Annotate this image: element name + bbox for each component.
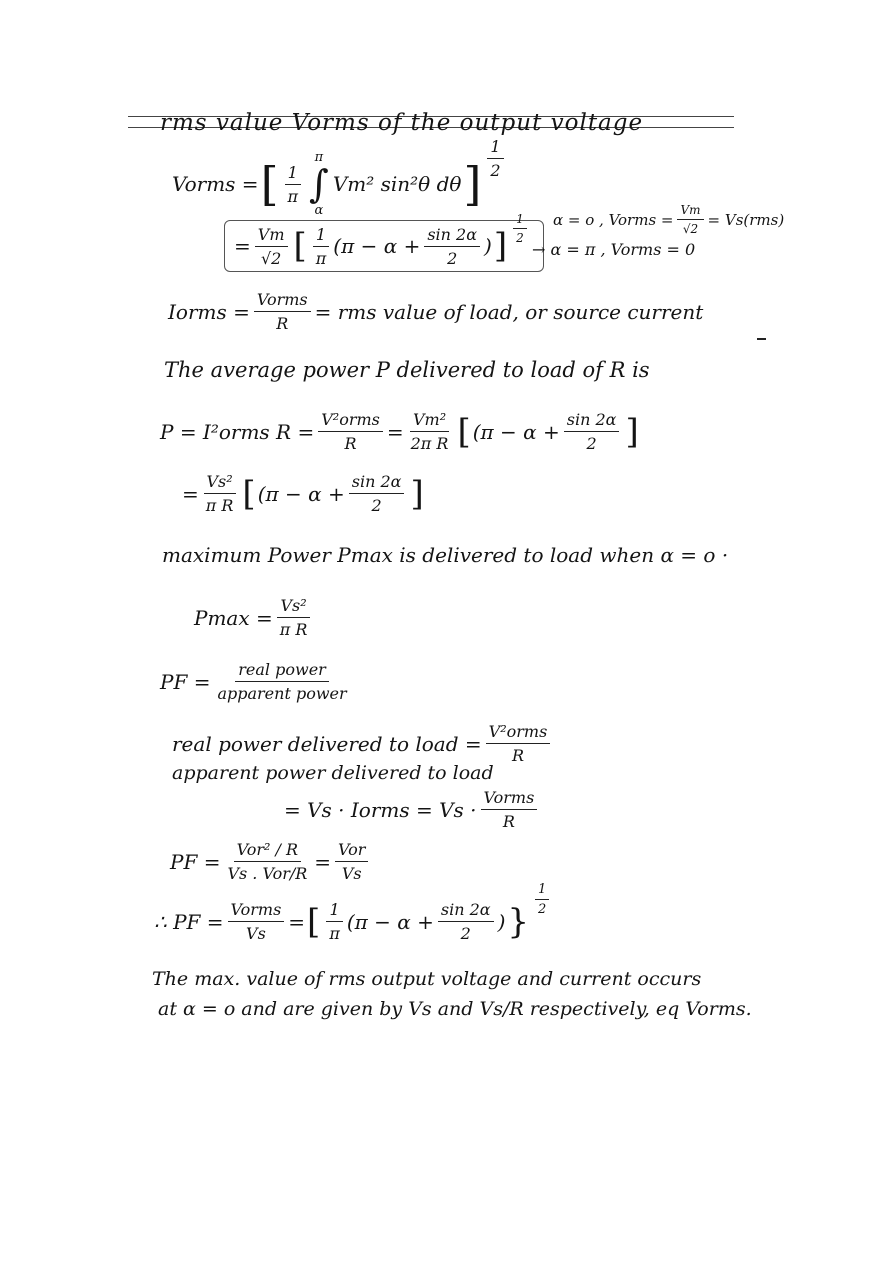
one-over-pi	[285, 163, 302, 206]
exponent-numerator: 1	[535, 882, 549, 900]
sin2alpha-over-2	[349, 472, 405, 515]
real-power-equation	[172, 722, 554, 765]
equals-sign: =	[182, 481, 199, 506]
one-over-pi	[313, 225, 330, 268]
heading: rms value Vorms of the output voltage	[160, 110, 644, 136]
iorms-lhs: Iorms =	[168, 299, 250, 324]
denominator: π R	[279, 620, 308, 639]
vorms-sq-over-r	[318, 410, 383, 453]
numerator: 1	[285, 163, 301, 185]
left-bracket: [	[307, 901, 321, 942]
pmax-lhs: Pmax =	[194, 605, 273, 630]
average-power-sentence: The average power P delivered to load of R is	[164, 358, 650, 382]
pf-lhs: PF =	[170, 849, 221, 874]
numerator: Vorms	[254, 290, 311, 312]
exponent-half	[513, 212, 527, 245]
right-brace: }	[507, 901, 530, 942]
sin2alpha-over-2	[424, 225, 480, 268]
exponent-half	[535, 882, 549, 917]
vorms-over-r	[481, 788, 538, 831]
exponent-denominator: 2	[538, 902, 547, 917]
denominator: π R	[205, 496, 234, 515]
vorms-over-r	[254, 290, 311, 333]
margin-mark	[757, 338, 766, 340]
denominator: 2	[460, 924, 471, 943]
denominator: 2π R	[410, 434, 449, 453]
right-bracket: ]	[493, 226, 508, 266]
apparent-power-expression: = Vs · Iorms = Vs ·	[284, 797, 477, 822]
numerator: sin 2α	[424, 225, 480, 247]
close-paren: )	[484, 234, 492, 258]
integral-sign	[307, 150, 331, 218]
numerator: sin 2α	[438, 900, 494, 922]
sin2alpha-over-2	[564, 410, 620, 453]
vorms-over-vs	[228, 900, 285, 943]
numerator: 1	[313, 225, 329, 247]
numerator: Vor	[335, 840, 368, 862]
denominator: √2	[260, 248, 282, 268]
numerator: V²orms	[318, 410, 383, 432]
vs-sq-over-pir	[277, 596, 311, 639]
numerator: 1	[326, 900, 342, 922]
exponent-numerator: 1	[487, 137, 503, 159]
denominator: √2	[682, 222, 699, 236]
pf-result-equation	[154, 882, 553, 943]
integral-symbol: ∫	[309, 162, 329, 206]
case1-text: α = o , Vorms =	[553, 210, 674, 229]
upper-limit: π	[314, 150, 324, 165]
denominator: 2	[586, 434, 597, 453]
pi-minus-alpha-term: (π − α +	[346, 909, 434, 934]
pf-derivation-equation	[170, 840, 372, 883]
pmax-equation	[194, 596, 314, 639]
denominator: π	[329, 924, 340, 943]
right-bracket: ]	[410, 473, 424, 514]
exponent-denominator: 2	[516, 230, 524, 245]
case-alpha-pi	[532, 240, 695, 259]
sin2alpha-over-2	[438, 900, 494, 943]
exponent-numerator: 1	[513, 212, 527, 229]
right-bracket: ]	[625, 411, 639, 452]
denominator: 2	[447, 248, 458, 268]
one-over-pi	[326, 900, 343, 943]
power-equation	[160, 410, 641, 453]
pf-definition-equation	[160, 660, 354, 703]
numerator: Vm	[677, 203, 703, 220]
vorms-lhs: Vorms =	[172, 172, 259, 196]
apparent-power-text: apparent power delivered to load	[172, 762, 494, 784]
vm-over-root2	[255, 225, 288, 268]
equals-sign: =	[288, 909, 306, 934]
pi-minus-alpha-term: (π − α +	[333, 234, 421, 258]
numerator: Vs²	[277, 596, 309, 618]
vor-over-vs	[335, 840, 368, 883]
vor-fraction	[224, 840, 310, 883]
pi-minus-alpha-term: (π − α +	[472, 419, 560, 444]
exponent-denominator: 2	[490, 160, 501, 180]
lower-limit: α	[314, 203, 324, 218]
right-bracket: ]	[463, 157, 482, 211]
vorms-result-equation	[234, 211, 531, 272]
denominator: R	[276, 314, 289, 333]
conclusion-line-1: The max. value of rms output voltage and current occurs	[152, 968, 702, 990]
denominator: R	[502, 812, 515, 831]
vm-sq-over-2pir	[408, 410, 452, 453]
pf-lhs: PF =	[160, 669, 211, 694]
denominator: R	[511, 746, 524, 765]
left-bracket: [	[242, 473, 256, 514]
numerator: sin 2α	[349, 472, 405, 494]
denominator: R	[344, 434, 357, 453]
denominator: π	[287, 186, 299, 206]
arrow-icon: →	[532, 240, 546, 259]
numerator: Vor² / R	[234, 840, 301, 862]
real-over-apparent	[214, 660, 349, 703]
power-simplified-equation	[182, 472, 426, 515]
denominator: Vs	[246, 924, 266, 943]
numerator: V²orms	[486, 722, 551, 744]
denominator: Vs	[341, 864, 362, 883]
iorms-description: = rms value of load, or source current	[314, 299, 704, 324]
numerator: sin 2α	[564, 410, 620, 432]
conclusion-line-2: at α = o and are given by Vs and Vs/R respectively, eq Vorms.	[158, 998, 752, 1020]
pi-minus-alpha-term: (π − α +	[257, 481, 345, 506]
case1-result: = Vs(rms)	[707, 210, 785, 229]
power-lhs: P = I²orms R =	[160, 419, 315, 444]
real-power-text: real power delivered to load =	[172, 731, 482, 756]
numerator: Vs²	[204, 472, 236, 494]
max-power-sentence: maximum Power Pmax is delivered to load when α = o ·	[162, 543, 729, 567]
numerator: Vorms	[228, 900, 285, 922]
numerator: Vorms	[481, 788, 538, 810]
equals-sign: =	[234, 234, 251, 258]
apparent-power-equation	[284, 788, 541, 831]
denominator: 2	[371, 496, 382, 515]
pf-therefore-lhs: ∴ PF =	[154, 909, 224, 934]
integrand: Vm² sin²θ dθ	[332, 172, 462, 196]
left-bracket: [	[293, 226, 307, 266]
equals-sign: =	[314, 849, 332, 874]
left-bracket: [	[260, 157, 279, 211]
vm-over-root2	[677, 203, 703, 236]
denominator: π	[315, 248, 327, 268]
case-alpha-zero	[553, 203, 784, 236]
equals-sign: =	[386, 419, 404, 444]
numerator: Vm	[255, 225, 288, 247]
denominator: Vs . Vor/R	[227, 864, 308, 883]
numerator: real power	[235, 660, 329, 682]
case2-text: α = π , Vorms = 0	[550, 240, 696, 259]
vorms-integral-equation	[172, 136, 508, 218]
iorms-equation	[168, 290, 703, 333]
vorms-sq-over-r	[486, 722, 551, 765]
exponent-half	[487, 137, 503, 180]
left-bracket: [	[457, 411, 471, 452]
close-paren: )	[497, 909, 506, 934]
numerator: Vm²	[410, 410, 449, 432]
denominator: apparent power	[217, 684, 347, 703]
vs-sq-over-pir	[203, 472, 237, 515]
